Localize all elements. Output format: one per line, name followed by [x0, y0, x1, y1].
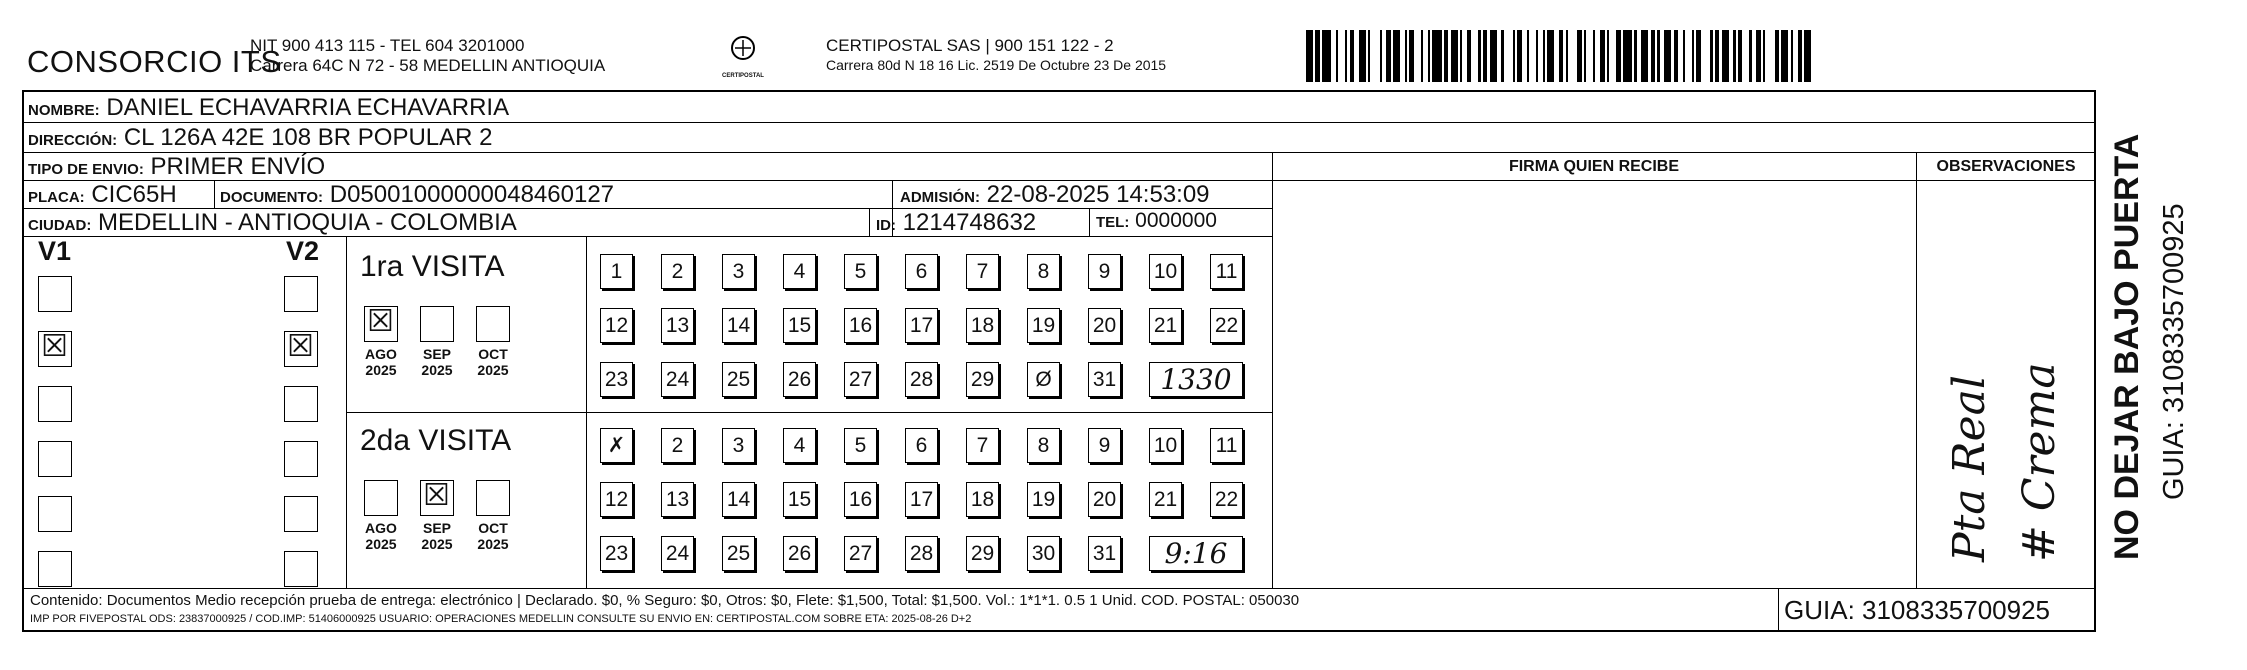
- admision-row: [900, 181, 1210, 209]
- visit2-month-1: SEP 2025: [421, 520, 453, 552]
- placa-row: [28, 181, 177, 209]
- id-value: 1214748632: [902, 209, 1037, 236]
- visit2-day-13[interactable]: 13: [661, 482, 694, 517]
- visit1-day-31[interactable]: 31: [1088, 362, 1121, 397]
- ciudad-label: CIUDAD:: [28, 217, 92, 234]
- visit2-day-12[interactable]: 12: [600, 482, 633, 517]
- tipo-row: [28, 153, 325, 181]
- certipostal-logo: [718, 34, 768, 79]
- visit1-day-4[interactable]: 4: [783, 254, 816, 289]
- v2-checkbox-4[interactable]: [284, 496, 318, 532]
- visit2-month-box-2[interactable]: [476, 480, 510, 516]
- visit1-day-23[interactable]: 23: [600, 362, 633, 397]
- visit1-day-27[interactable]: 27: [844, 362, 877, 397]
- visit1-day-2[interactable]: 2: [661, 254, 694, 289]
- visit2-day-9[interactable]: 9: [1088, 428, 1121, 463]
- visit1-day-10[interactable]: 10: [1149, 254, 1182, 289]
- documento-value: D05001000000048460127: [329, 181, 615, 208]
- month-check-mark: ☒: [423, 478, 450, 513]
- visit2-day-27[interactable]: 27: [844, 536, 877, 571]
- month-check-mark: ☒: [367, 304, 394, 339]
- v1-checkbox-4[interactable]: [38, 496, 72, 532]
- visit1-day-21[interactable]: 21: [1149, 308, 1182, 343]
- visit2-day-10[interactable]: 10: [1149, 428, 1182, 463]
- visit2-day-14[interactable]: 14: [722, 482, 755, 517]
- visit2-day-5[interactable]: 5: [844, 428, 877, 463]
- second-visit-title: 2da VISITA: [360, 424, 512, 457]
- firma-header: FIRMA QUIEN RECIBE: [1508, 158, 1680, 175]
- visit2-day-6[interactable]: 6: [905, 428, 938, 463]
- visit1-day-30[interactable]: Ø: [1027, 362, 1060, 397]
- visit2-month-0: AGO 2025: [365, 520, 397, 552]
- visit1-day-13[interactable]: 13: [661, 308, 694, 343]
- visit1-day-7[interactable]: 7: [966, 254, 999, 289]
- visit2-day-11[interactable]: 11: [1210, 428, 1243, 463]
- ciudad-value: MEDELLIN - ANTIOQUIA - COLOMBIA: [98, 209, 517, 236]
- visit2-day-20[interactable]: 20: [1088, 482, 1121, 517]
- placa-value: CIC65H: [91, 181, 177, 208]
- nombre-value: DANIEL ECHAVARRIA ECHAVARRIA: [106, 94, 510, 121]
- footer-imp: IMP POR FIVEPOSTAL ODS: 23837000925 / COD.IMP: 51406000925 USUARIO: OPERACIONES MEDELLIN CONSULTE SU ENVIO EN: CERTIPOSTAL.COM SOBRE ETA: 2025-08-26 D+2: [30, 613, 972, 625]
- visit2-month-box-0[interactable]: [364, 480, 398, 516]
- certipostal-nit: CERTIPOSTAL SAS | 900 151 122 - 2: [826, 36, 1114, 55]
- visit2-month-2: OCT 2025: [477, 520, 509, 552]
- placa-label: PLACA:: [28, 189, 85, 206]
- visit1-day-15[interactable]: 15: [783, 308, 816, 343]
- visit1-day-6[interactable]: 6: [905, 254, 938, 289]
- visit1-day-22[interactable]: 22: [1210, 308, 1243, 343]
- documento-label: DOCUMENTO:: [220, 189, 324, 206]
- visit2-day-31[interactable]: 31: [1088, 536, 1121, 571]
- side-warning: NO DEJAR BAJO PUERTA: [2108, 133, 2146, 560]
- company-address: Carrera 64C N 72 - 58 MEDELLIN ANTIOQUIA: [250, 56, 606, 75]
- tel-value: 0000000: [1135, 209, 1217, 232]
- side-guia: GUIA: 3108335700925: [2158, 203, 2190, 500]
- visit2-day-19[interactable]: 19: [1027, 482, 1060, 517]
- id-row: [876, 209, 1036, 237]
- delivery-form: [22, 90, 2096, 632]
- visit2-day-17[interactable]: 17: [905, 482, 938, 517]
- v2-checkbox-0[interactable]: [284, 276, 318, 312]
- certipostal-license: Carrera 80d N 18 16 Lic. 2519 De Octubre 23 De 2015: [826, 57, 1167, 73]
- visit2-day-8[interactable]: 8: [1027, 428, 1060, 463]
- visit2-day-23[interactable]: 23: [600, 536, 633, 571]
- v1-checkbox-2[interactable]: [38, 386, 72, 422]
- visit2-day-3[interactable]: 3: [722, 428, 755, 463]
- tel-row: [1096, 209, 1217, 233]
- visit1-day-5[interactable]: 5: [844, 254, 877, 289]
- visit2-month-box-1[interactable]: [420, 480, 454, 516]
- v2-checkbox-2[interactable]: [284, 386, 318, 422]
- visit2-day-7[interactable]: 7: [966, 428, 999, 463]
- visit2-day-16[interactable]: 16: [844, 482, 877, 517]
- visit2-day-4[interactable]: 4: [783, 428, 816, 463]
- observaciones-header: OBSERVACIONES: [1936, 158, 2076, 175]
- visit2-day-18[interactable]: 18: [966, 482, 999, 517]
- visit2-day-22[interactable]: 22: [1210, 482, 1243, 517]
- tipo-label: TIPO DE ENVIO:: [28, 161, 144, 178]
- v2-check-mark: ☒: [287, 329, 314, 364]
- visit1-day-19[interactable]: 19: [1027, 308, 1060, 343]
- ciudad-row: [28, 209, 517, 237]
- visit1-day-25[interactable]: 25: [722, 362, 755, 397]
- documento-row: [220, 181, 614, 209]
- admision-value: 22-08-2025 14:53:09: [986, 181, 1210, 208]
- v1-checkbox-0[interactable]: [38, 276, 72, 312]
- direccion-value: CL 126A 42E 108 BR POPULAR 2: [123, 124, 493, 151]
- visit1-day-20[interactable]: 20: [1088, 308, 1121, 343]
- visit2-day-21[interactable]: 21: [1149, 482, 1182, 517]
- footer-guia: GUIA: 3108335700925: [1784, 595, 2050, 625]
- visit1-day-29[interactable]: 29: [966, 362, 999, 397]
- visit1-day-8[interactable]: 8: [1027, 254, 1060, 289]
- visit2-day-28[interactable]: 28: [905, 536, 938, 571]
- id-label: ID:: [876, 217, 896, 234]
- v1-checkbox-1[interactable]: [38, 331, 72, 367]
- visit1-month-2: OCT 2025: [477, 346, 509, 378]
- visit1-day-16[interactable]: 16: [844, 308, 877, 343]
- visit1-month-0: AGO 2025: [365, 346, 397, 378]
- v1-checkbox-3[interactable]: [38, 441, 72, 477]
- visit2-day-30[interactable]: 30: [1027, 536, 1060, 571]
- visit1-month-1: SEP 2025: [421, 346, 453, 378]
- admision-label: ADMISIÓN:: [900, 189, 980, 206]
- visit1-month-box-0[interactable]: [364, 306, 398, 342]
- visit1-day-9[interactable]: 9: [1088, 254, 1121, 289]
- visit1-day-18[interactable]: 18: [966, 308, 999, 343]
- visit1-day-28[interactable]: 28: [905, 362, 938, 397]
- visit1-day-26[interactable]: 26: [783, 362, 816, 397]
- nombre-row: [28, 94, 509, 122]
- logo-text: CERTIPOSTAL: [722, 73, 764, 79]
- v2-checkbox-5[interactable]: [284, 551, 318, 587]
- observation-handwriting-2: # Crema: [2014, 362, 2065, 562]
- visit2-day-1[interactable]: ✗: [600, 428, 633, 463]
- visit2-day-29[interactable]: 29: [966, 536, 999, 571]
- v2-checkbox-1[interactable]: [284, 331, 318, 367]
- certipostal-info: [826, 36, 1166, 74]
- visit2-day-25[interactable]: 25: [722, 536, 755, 571]
- footer-contenido: Contenido: Documentos Medio recepción prueba de entrega: electrónico | Declarado. $0, % Seguro: $0, Otros: $0, Flete: $1,500, Total: $1,500. Vol.: 1*1*1. 0.5 1 Unid. COD. POSTAL: 050030: [30, 592, 1300, 609]
- company-nit: NIT 900 413 115 - TEL 604 3201000: [250, 36, 525, 55]
- company-name: CONSORCIO ITS: [27, 44, 282, 79]
- visit1-day-3[interactable]: 3: [722, 254, 755, 289]
- visit1-time-box[interactable]: 1330: [1149, 362, 1243, 397]
- v2-checkbox-3[interactable]: [284, 441, 318, 477]
- first-visit-title: 1ra VISITA: [360, 250, 505, 283]
- visit1-day-24[interactable]: 24: [661, 362, 694, 397]
- nombre-label: NOMBRE:: [28, 102, 100, 119]
- visit1-day-1[interactable]: 1: [600, 254, 633, 289]
- observation-handwriting-1: Pta Real: [1944, 375, 1995, 562]
- visit2-day-26[interactable]: 26: [783, 536, 816, 571]
- v1-check-mark: ☒: [41, 329, 68, 364]
- barcode: [1306, 30, 1938, 82]
- direccion-label: DIRECCIÓN:: [28, 132, 118, 149]
- visit1-month-box-1[interactable]: [420, 306, 454, 342]
- visit1-day-17[interactable]: 17: [905, 308, 938, 343]
- visit2-time-box[interactable]: 9:16: [1149, 536, 1243, 571]
- visit2-day-15[interactable]: 15: [783, 482, 816, 517]
- v1-checkbox-5[interactable]: [38, 551, 72, 587]
- visit2-day-2[interactable]: 2: [661, 428, 694, 463]
- visit2-day-24[interactable]: 24: [661, 536, 694, 571]
- company-info: [250, 36, 605, 76]
- v1-label: V1: [38, 236, 72, 266]
- visit1-day-14[interactable]: 14: [722, 308, 755, 343]
- tipo-value: PRIMER ENVÍO: [150, 153, 326, 180]
- visit1-day-11[interactable]: 11: [1210, 254, 1243, 289]
- tel-label: TEL:: [1096, 214, 1130, 231]
- v2-label: V2: [286, 236, 320, 266]
- visit1-day-12[interactable]: 12: [600, 308, 633, 343]
- visit1-month-box-2[interactable]: [476, 306, 510, 342]
- direccion-row: [28, 124, 493, 152]
